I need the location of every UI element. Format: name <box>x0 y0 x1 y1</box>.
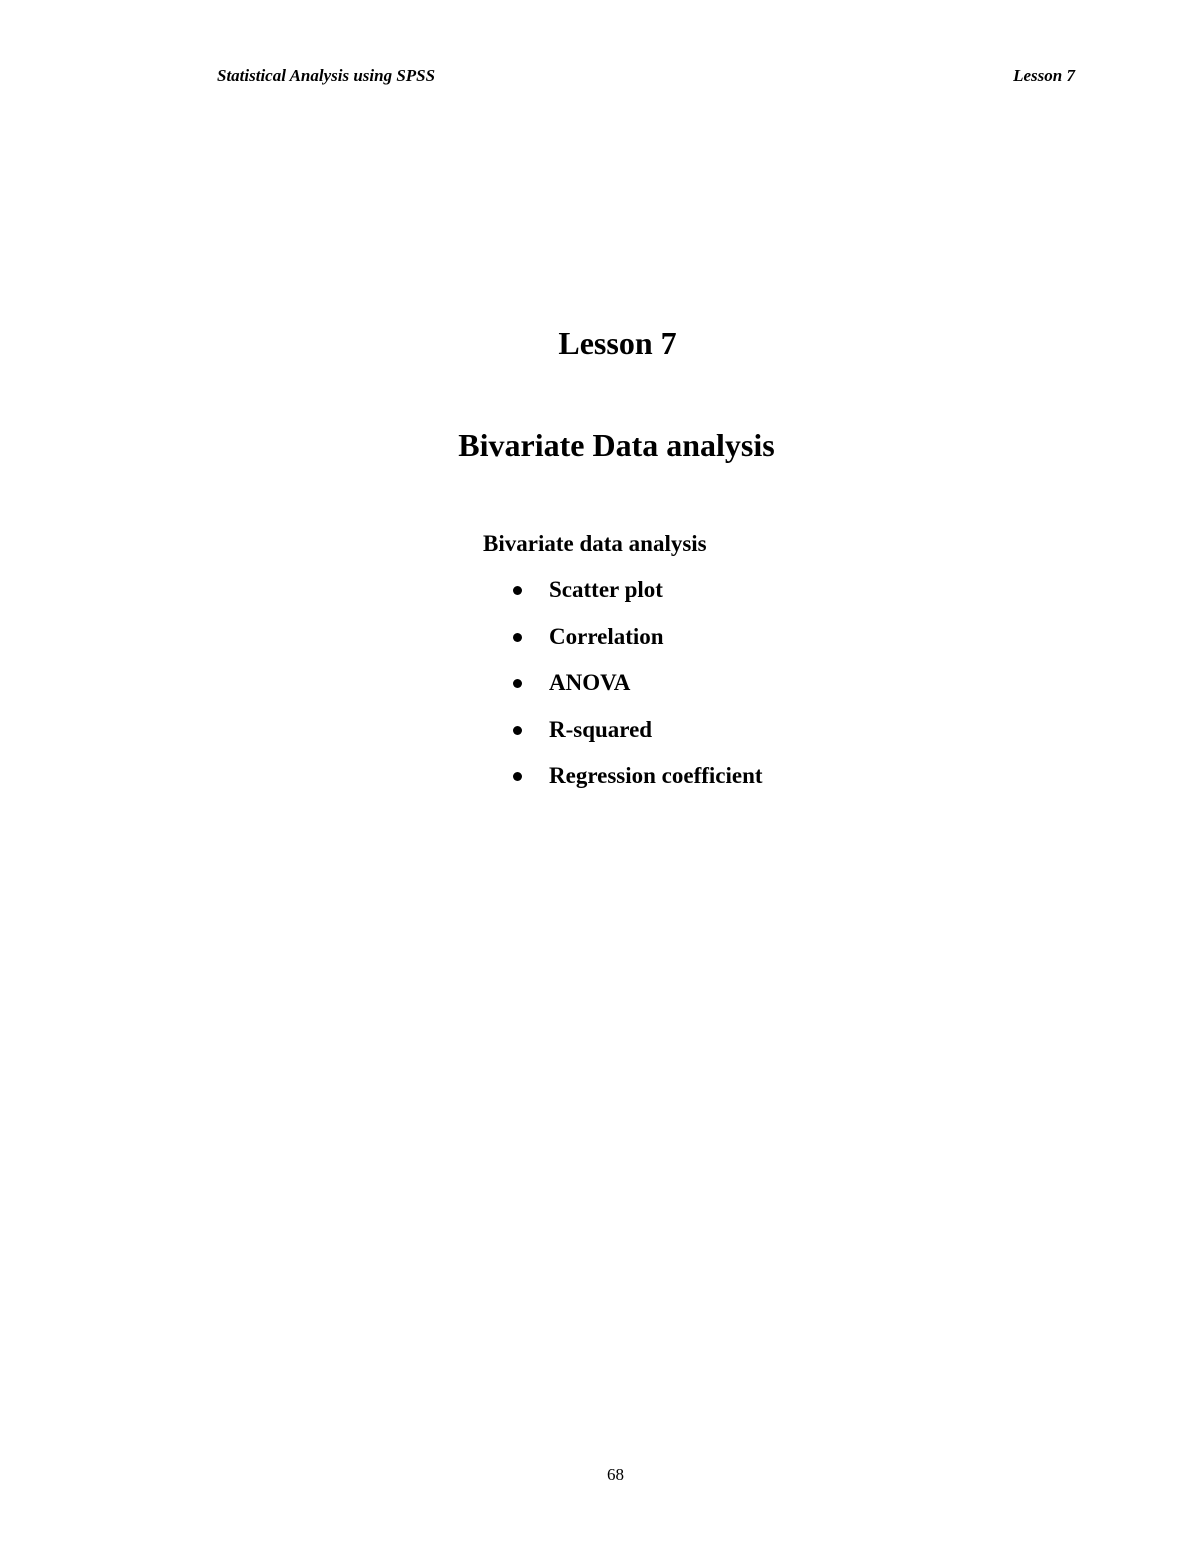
list-item-label: R-squared <box>549 716 653 742</box>
bullet-icon <box>513 772 522 781</box>
header-document-title: Statistical Analysis using SPSS <box>217 66 436 85</box>
list-item-label: Correlation <box>549 623 664 649</box>
header-lesson-label: Lesson 7 <box>1013 66 1075 85</box>
bullet-icon <box>513 586 522 595</box>
page-number: 68 <box>607 1465 624 1484</box>
bullet-icon <box>513 726 522 735</box>
section-heading: Bivariate data analysis <box>483 531 707 556</box>
bullet-icon <box>513 679 522 688</box>
running-header <box>217 66 1075 90</box>
bullet-icon <box>513 633 522 642</box>
list-item-label: Scatter plot <box>549 577 663 602</box>
list-item-label: Regression coefficient <box>549 763 763 788</box>
lesson-subtitle: Bivariate Data analysis <box>458 427 775 463</box>
lesson-title: Lesson 7 <box>558 325 677 361</box>
list-item-label: ANOVA <box>549 670 631 695</box>
